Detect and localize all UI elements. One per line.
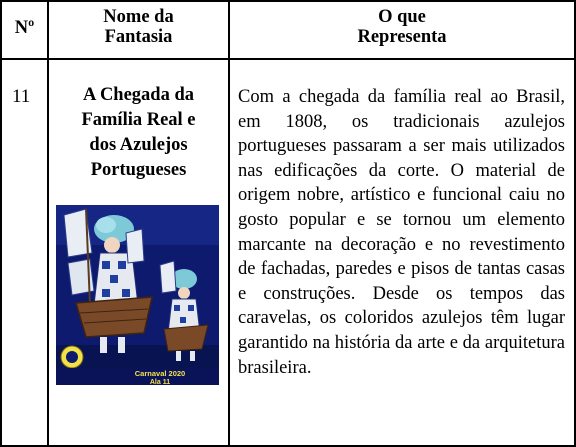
fantasia-description	[238, 85, 565, 380]
header-number-label: Nº	[14, 18, 35, 38]
header-number	[2, 18, 47, 38]
column-divider-1	[47, 0, 49, 447]
fantasia-name-line2: Família Real e	[81, 110, 196, 130]
header-represents-line2: Representa	[357, 27, 447, 47]
photo-caption-line2: Ala 11	[149, 379, 171, 385]
fantasia-name-line4: Portugueses	[90, 160, 187, 180]
costume-photo-illustration	[56, 205, 219, 385]
table-border-left	[0, 0, 2, 447]
row-number	[12, 86, 42, 108]
photo-caption-line1: Carnaval 2020	[134, 369, 186, 378]
header-divider	[0, 58, 576, 60]
header-name	[49, 7, 228, 47]
header-represents-line1: O que	[378, 7, 426, 27]
fantasia-name	[49, 83, 228, 183]
row-number-value: 11	[12, 86, 31, 107]
header-name-line2: Fantasia	[104, 27, 173, 47]
fantasia-name-line3: dos Azulejos	[89, 135, 188, 155]
header-name-line1: Nome da	[103, 7, 174, 27]
table-border-top	[0, 0, 576, 2]
fantasia-name-line1: A Chegada da	[82, 85, 195, 105]
column-divider-2	[228, 0, 230, 447]
header-represents	[230, 7, 574, 47]
fantasia-description-text: Com a chegada da família real ao Brasil, em 1808, os tradicionais azulejos portugueses passaram a ser mais utilizados nas edificações da corte. O material de origem nobre, artístico e funcional caiu no gosto popular e se tornou um elemento marcante na decoração e no revestimento de fachadas, paredes e pisos de tantas casas e construções. Desde os tempos das caravelas, os coloridos azulejos têm lugar garantido na história da arte e da arquitetura brasileira.	[238, 87, 565, 378]
costume-photo	[56, 205, 219, 385]
